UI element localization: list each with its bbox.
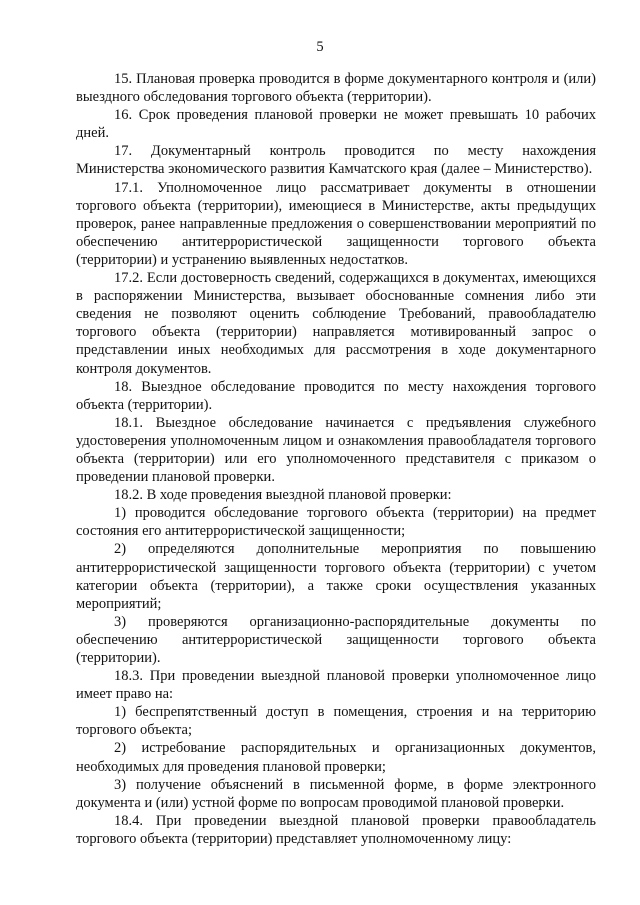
paragraph: 15. Плановая проверка проводится в форме документарного контроля и (или) выездного обследования торгового объекта (территории).: [76, 71, 596, 106]
page-number: 5: [316, 39, 324, 55]
paragraph: 3) получение объяснений в письменной форме, в форме электронного документа и (или) устной форме по вопросам проводимой плановой проверки.: [76, 776, 596, 811]
paragraph: 1) проводится обследование торгового объекта (территории) на предмет состояния его антитеррористической защищенности;: [76, 505, 596, 540]
paragraph: 1) беспрепятственный доступ в помещения, строения и на территорию торгового объекта;: [76, 704, 596, 739]
paragraph: 18.4. При проведении выездной плановой проверки правообладатель торгового объекта (территории) представляет уполномоченному лицу:: [76, 812, 596, 847]
paragraph: 18.3. При проведении выездной плановой проверки уполномоченное лицо имеет право на:: [76, 668, 596, 703]
paragraph: 2) истребование распорядительных и организационных документов, необходимых для проведения плановой проверки;: [76, 740, 596, 775]
paragraph: 3) проверяются организационно-распорядительные документы по обеспечению антитеррористической защищенности торгового объекта (территории).: [76, 613, 596, 666]
paragraph: 16. Срок проведения плановой проверки не может превышать 10 рабочих дней.: [76, 107, 596, 142]
paragraph: 17.2. Если достоверность сведений, содержащихся в документах, имеющихся в распоряжении Министерства, вызывает обоснованные сомнения либо эти сведения не позволяют оценить соблюдение Требований, правообладателю торгового объекта (территории) направляется мотивированный запрос о представлении иных необходимых для рассмотрения в ходе документарного контроля документов.: [76, 270, 596, 377]
paragraph: 18.2. В ходе проведения выездной плановой проверки:: [114, 487, 452, 504]
paragraph: 18.1. Выездное обследование начинается с предъявления служебного удостоверения уполномоченным лицом и ознакомления правообладателя торгового объекта (территории) или его уполномоченного представителя с приказом о проведении плановой проверки.: [76, 414, 596, 486]
paragraph: 18. Выездное обследование проводится по месту нахождения торгового объекта (территории).: [76, 378, 596, 413]
paragraph: 17.1. Уполномоченное лицо рассматривает документы в отношении торгового объекта (территории), имеющиеся в Министерстве, акты предыдущих проверок, ранее направленные предложения о совершенствовании мероприятий по обеспечению антитеррористической защищенности торгового объекта (территории) и устранению выявленных недостатков.: [76, 179, 596, 268]
paragraph: 17. Документарный контроль проводится по месту нахождения Министерства экономического развития Камчатского края (далее – Министерство).: [76, 143, 596, 178]
paragraph: 2) определяются дополнительные мероприятия по повышению антитеррористической защищенности торгового объекта (территории) с учетом категории объекта (территории), а также сроки осуществления указанных мероприятий;: [76, 541, 596, 612]
document-body: [76, 70, 596, 848]
